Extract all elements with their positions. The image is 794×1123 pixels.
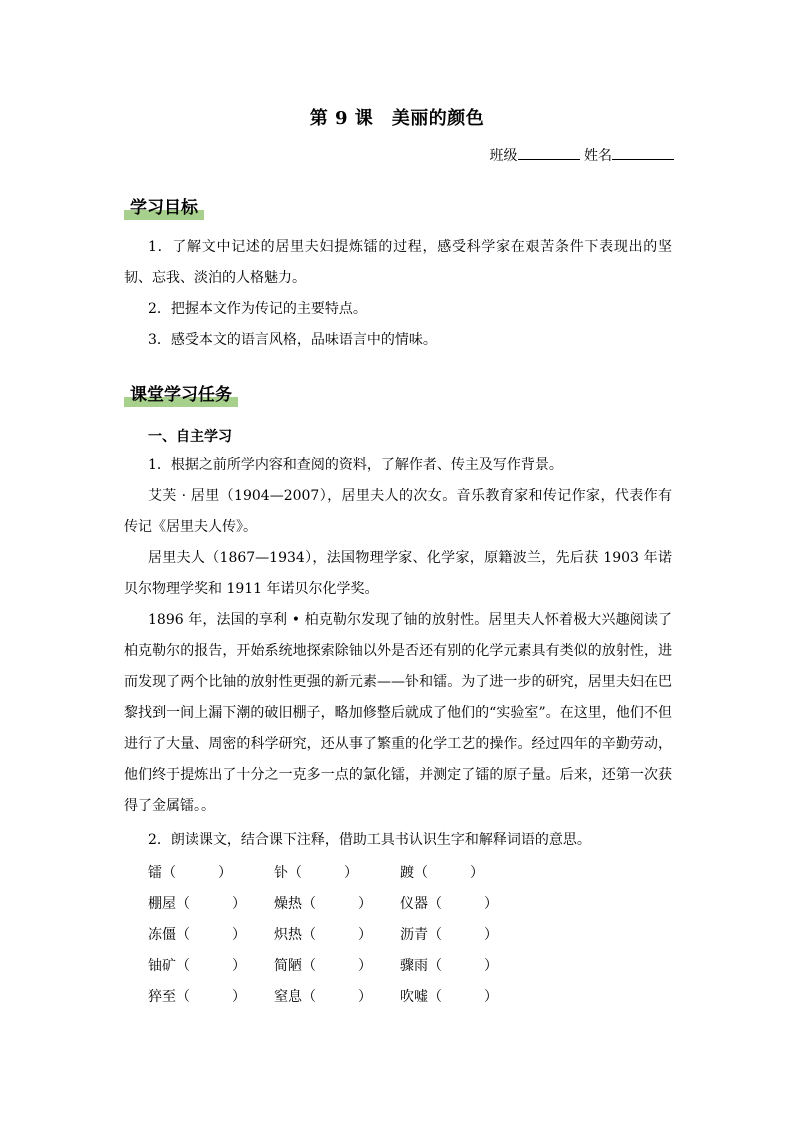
vocab-item[interactable]: 冻僵（ ） <box>148 927 246 943</box>
class-name-line <box>490 145 674 165</box>
vocab-item[interactable]: 沥青（ ） <box>400 927 498 943</box>
vocab-item[interactable]: 踱（ ） <box>400 865 484 881</box>
vocab-row <box>148 986 528 1017</box>
background-paragraph: 1896 年，法国的享利 • 柏克勒尔发现了铀的放射性。居里夫人怀着极大兴趣阅读了柏克勒尔的报告，开始系统地探索除铀以外是否还有别的化学元素具有类似的放射性，进而发现了两个比铀的放射性更强的新元素——钋和镭。为了进一步的研究，居里夫妇在巴黎找到一间上漏下潮的破旧棚子，略加修整后就成了他们的“实验室”。在这里，他们不但进行了大量、周密的科学研究，还从事了繁重的化学工艺的操作。经过四年的辛勤劳动，他们终于提炼出了十分之一克多一点的氯化镭，并测定了镭的原子量。后来，还第一次获得了金属镭。。 <box>124 612 672 814</box>
class-blank[interactable] <box>518 145 580 160</box>
vocab-item[interactable]: 炽热（ ） <box>274 927 372 943</box>
class-label: 班级 <box>489 148 518 164</box>
vocab-item[interactable]: 吹嘘（ ） <box>400 989 498 1005</box>
vocab-item[interactable]: 铀矿（ ） <box>148 958 246 974</box>
objective-item: 3．感受本文的语言风格，品味语言中的情味。 <box>148 332 437 348</box>
name-blank[interactable] <box>612 145 674 160</box>
vocab-item[interactable]: 燥热（ ） <box>274 896 372 912</box>
section-heading-tasks <box>124 380 238 405</box>
task-instruction: 2．朗读课文，结合课下注释，借助工具书认识生字和解释词语的意思。 <box>148 832 591 848</box>
vocab-item[interactable]: 钋（ ） <box>274 865 358 881</box>
vocab-item[interactable]: 棚屋（ ） <box>148 896 246 912</box>
vocab-item[interactable]: 镭（ ） <box>148 865 232 881</box>
section-heading-text: 学习目标 <box>130 198 198 218</box>
vocab-row <box>148 924 528 955</box>
author-paragraph: 艾芙 · 居里（1904—2007），居里夫人的次女。音乐教育家和传记作家，代表作有传记《居里夫人传》。 <box>124 488 672 535</box>
vocab-item[interactable]: 窒息（ ） <box>274 989 372 1005</box>
task-instruction: 1．根据之前所学内容和查阅的资料，了解作者、传主及写作背景。 <box>148 457 563 473</box>
vocab-item[interactable]: 骤雨（ ） <box>400 958 498 974</box>
vocab-item[interactable]: 猝至（ ） <box>148 989 246 1005</box>
name-label: 姓名 <box>584 148 612 164</box>
subject-paragraph: 居里夫人（1867—1934），法国物理学家、化学家，原籍波兰，先后获 1903 年诺贝尔物理学奖和 1911 年诺贝尔化学奖。 <box>124 550 672 597</box>
section-heading-text: 课堂学习任务 <box>130 385 232 405</box>
vocab-table <box>148 862 528 1017</box>
vocab-row <box>148 955 528 986</box>
vocab-item[interactable]: 仪器（ ） <box>400 896 498 912</box>
subsection-heading: 一、自主学习 <box>148 429 232 445</box>
vocab-row <box>148 893 528 924</box>
vocab-row <box>148 862 528 893</box>
objective-item: 2．把握本文作为传记的主要特点。 <box>148 301 367 317</box>
objective-item: 1．了解文中记述的居里夫妇提炼镭的过程，感受科学家在艰苦条件下表现出的坚韧、忘我、淡泊的人格魅力。 <box>124 239 672 286</box>
section-heading-objectives <box>124 193 204 218</box>
page-title: 第 9 课 美丽的颜色 <box>309 108 485 129</box>
vocab-item[interactable]: 简陋（ ） <box>274 958 372 974</box>
